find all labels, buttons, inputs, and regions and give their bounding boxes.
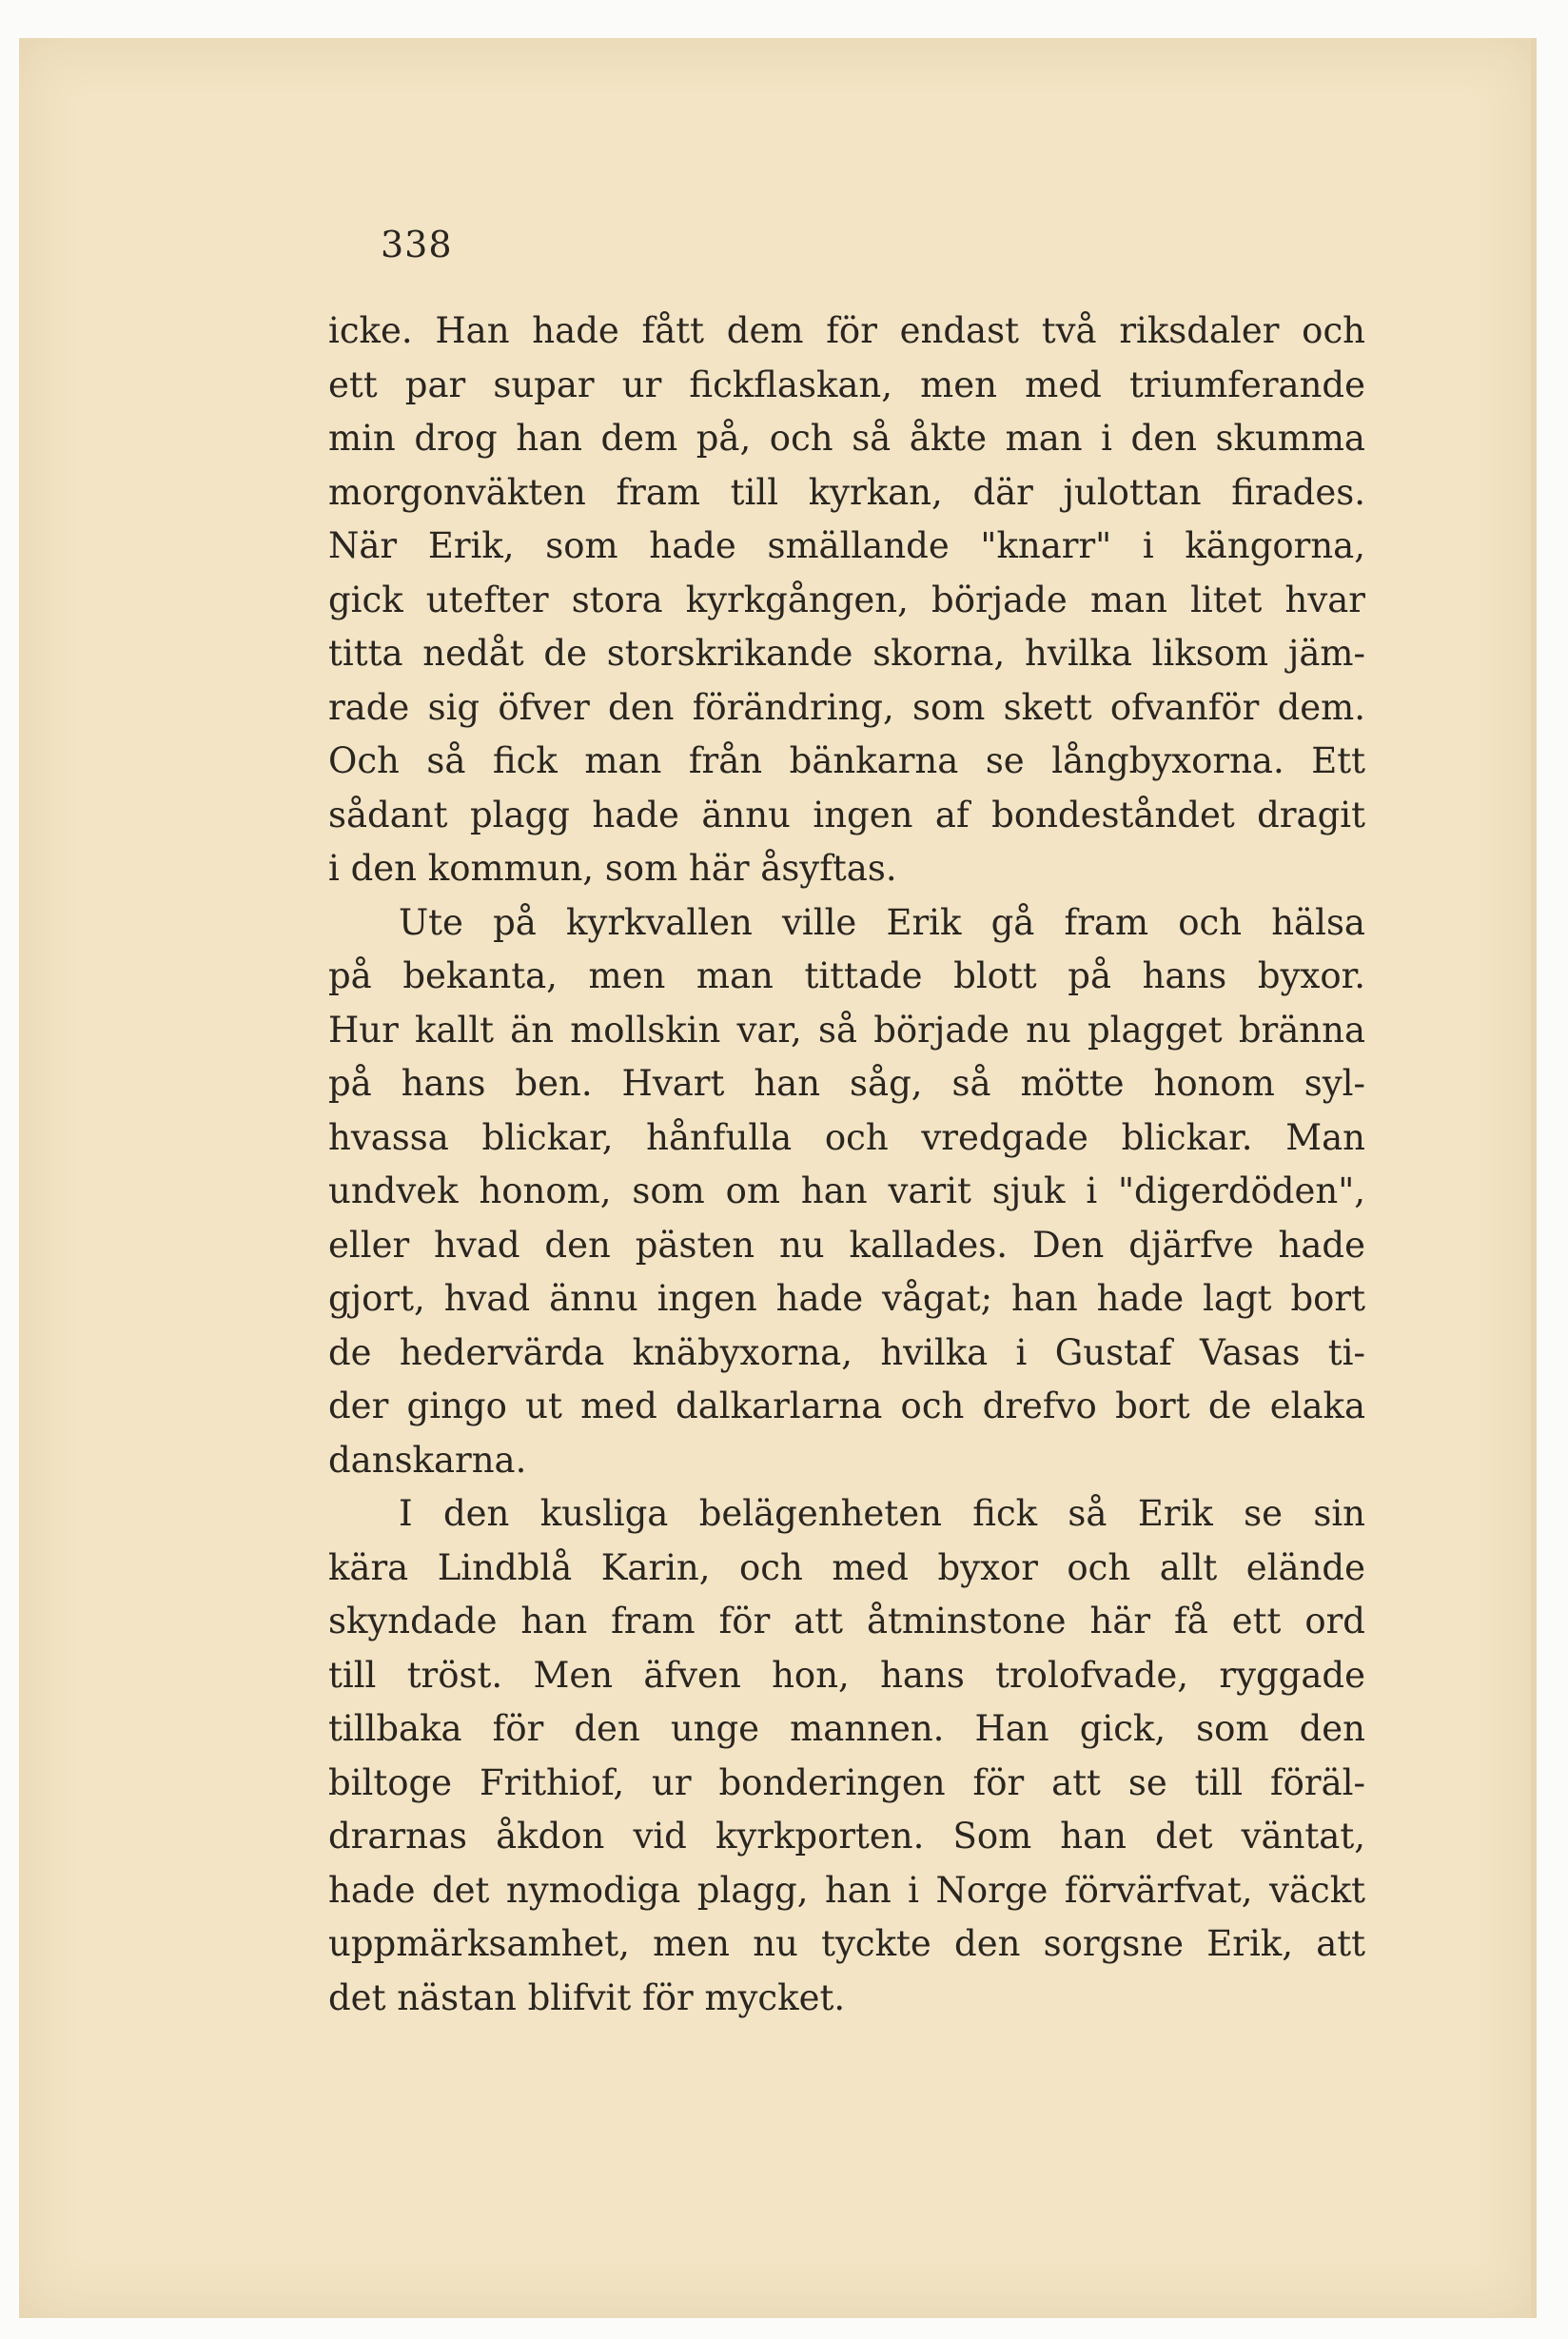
text-line: tillbaka för den unge mannen. Han gick, som den bbox=[328, 1708, 1365, 1749]
text-line: titta nedåt de storskrikande skorna, hvilka liksom jäm- bbox=[328, 633, 1365, 674]
text-line: sådant plagg hade ännu ingen af bondeståndet dragit bbox=[328, 794, 1365, 835]
page-number: 338 bbox=[381, 224, 453, 265]
text-line: I den kusliga belägenheten fick så Erik se sin bbox=[399, 1493, 1365, 1534]
text-line: morgonväkten fram till kyrkan, där julottan firades. bbox=[328, 471, 1365, 513]
text-line: skyndade han fram för att åtminstone här få ett ord bbox=[328, 1601, 1365, 1641]
text-line: Och så fick man från bänkarna se långbyxorna. Ett bbox=[328, 740, 1365, 781]
text-line: der gingo ut med dalkarlarna och drefvo bort de elaka bbox=[328, 1386, 1365, 1426]
book-page bbox=[19, 38, 1537, 2318]
text-line: danskarna. bbox=[328, 1439, 527, 1481]
text-line: gjort, hvad ännu ingen hade vågat; han hade lagt bort bbox=[328, 1278, 1365, 1319]
text-line: det nästan blifvit för mycket. bbox=[328, 1976, 846, 2018]
text-line: När Erik, som hade smällande "knarr" i kängorna, bbox=[328, 525, 1365, 566]
text-line: Hur kallt än mollskin var, så började nu plagget bränna bbox=[328, 1009, 1365, 1051]
text-line: i den kommun, som här åsyftas. bbox=[328, 848, 897, 889]
text-line: ett par supar ur fickflaskan, men med triumferande bbox=[328, 364, 1365, 405]
text-line: på hans ben. Hvart han såg, så mötte honom syl- bbox=[328, 1063, 1365, 1104]
text-line: icke. Han hade fått dem för endast två riksdaler och bbox=[328, 310, 1365, 351]
body-text bbox=[328, 305, 1365, 2025]
text-line: min drog han dem på, och så åkte man i den skumma bbox=[328, 418, 1365, 459]
text-line: hvassa blickar, hånfulla och vredgade blickar. Man bbox=[328, 1116, 1365, 1158]
page-edge bbox=[1531, 38, 1537, 2318]
text-line: kära Lindblå Karin, och med byxor och allt elände bbox=[328, 1546, 1365, 1588]
text-line: gick utefter stora kyrkgången, började man litet hvar bbox=[328, 579, 1365, 620]
text-line: rade sig öfver den förändring, som skett ofvanför dem. bbox=[328, 686, 1365, 728]
text-line: uppmärksamhet, men nu tyckte den sorgsne Erik, att bbox=[328, 1923, 1365, 1964]
text-line: biltoge Frithiof, ur bonderingen för att se till föräl- bbox=[328, 1761, 1365, 1803]
text-line: eller hvad den pästen nu kallades. Den djärfve hade bbox=[328, 1224, 1365, 1266]
text-line: de hedervärda knäbyxorna, hvilka i Gustaf Vasas ti- bbox=[328, 1331, 1365, 1373]
text-line: undvek honom, som om han varit sjuk i "digerdöden", bbox=[328, 1170, 1365, 1211]
text-line: till tröst. Men äfven hon, hans trolofvade, ryggade bbox=[328, 1654, 1365, 1696]
text-line: på bekanta, men man tittade blott på hans byxor. bbox=[328, 955, 1365, 996]
text-line: hade det nymodiga plagg, han i Norge förvärfvat, väckt bbox=[328, 1869, 1365, 1911]
text-line: drarnas åkdon vid kyrkporten. Som han det väntat, bbox=[328, 1816, 1365, 1857]
text-line: Ute på kyrkvallen ville Erik gå fram och hälsa bbox=[399, 901, 1365, 943]
